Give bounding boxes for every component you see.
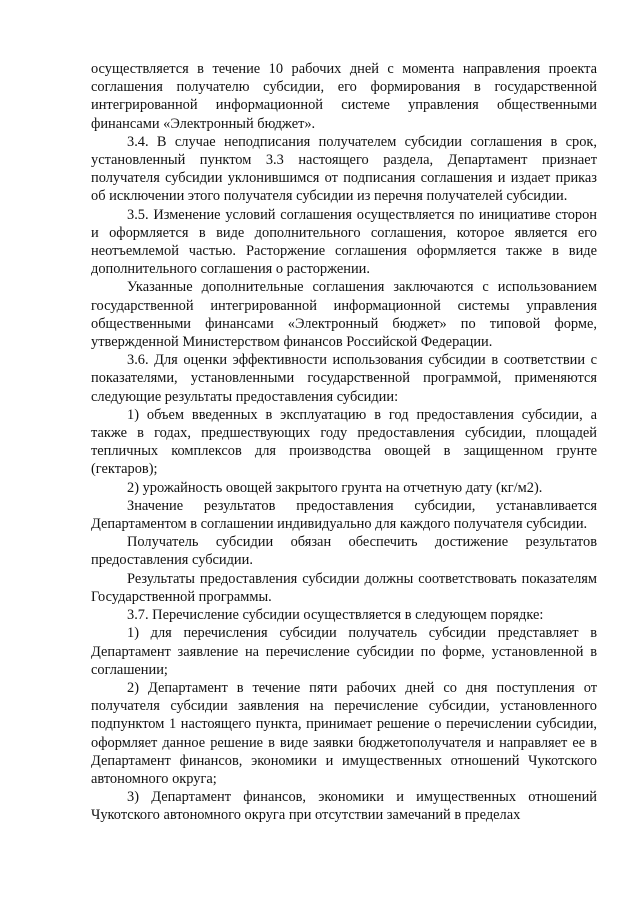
paragraph-3-7: 3.7. Перечисление субсидии осуществляется в следующем порядке: [127,607,544,624]
paragraph-recipient-obligation: Получатель субсидии обязан обеспечить достижение результатов предоставления субсидии. [91,534,597,569]
list-item-2-yield: 2) урожайность овощей закрытого грунта на отчетную дату (кг/м2). [127,479,543,496]
list-item-1-application: 1) для перечисления субсидии получатель субсидии представляет в Департамент заявление на перечисление субсидии по форме, установленной в соглашении; [91,625,597,678]
list-item-3-finance-department: 3) Департамент финансов, экономики и имущественных отношений Чукотского автономного округа при отсутствии замечаний в пределах [91,789,597,824]
paragraph-3-4: 3.4. В случае неподписания получателем субсидии соглашения в срок, установленный пунктом 3.3 настоящего раздела, Департамент признает получателя субсидии уклонившимся от подписания соглашения и издает приказ об исключении этого получателя субсидии из перечня получателей субсидии. [91,133,597,205]
list-item-1-area: 1) объем введенных в эксплуатацию в год предоставления субсидии, а также в годах, предшествующих году предоставления субсидии, площадей тепличных комплексов для производства овощей в защищенном грунте (гектаров); [91,406,597,478]
paragraph-results-correspond: Результаты предоставления субсидии должны соответствовать показателям Государственной программы. [91,570,597,605]
paragraph-3-5: 3.5. Изменение условий соглашения осуществляется по инициативе сторон и оформляется в виде дополнительного соглашения, которое является его неотъемлемой частью. Расторжение соглашения оформляется также в виде дополнительного соглашения о расторжении. [91,206,597,278]
document-body [91,60,597,825]
list-item-2-department-decision: 2) Департамент в течение пяти рабочих дней со дня поступления от получателя субсидии заявления на перечисление субсидии, установленного подпунктом 1 настоящего пункта, принимает решение о перечислении субсидии, оформляет данное решение в виде заявки бюджетополучателя и направляет ее в Департамент финансов, экономики и имущественных отношений Чукотского автономного округа; [91,679,597,787]
paragraph-3-6: 3.6. Для оценки эффективности использования субсидии в соответствии с показателями, установленными государственной программой, применяются следующие результаты предоставления субсидии: [91,352,597,405]
paragraph-additional-agreements: Указанные дополнительные соглашения заключаются с использованием государственной интегрированной информационной системы управления общественными финансами «Электронный бюджет» по типовой форме, утвержденной Министерством финансов Российской Федерации. [91,279,597,351]
paragraph-result-value: Значение результатов предоставления субсидии, устанавливается Департаментом в соглашении индивидуально для каждого получателя субсидии. [91,497,597,533]
paragraph-continuation: осуществляется в течение 10 рабочих дней с момента направления проекта соглашения получателю субсидии, его формирования в государственной интегрированной информационной системе управления общественными финансами «Электронный бюджет». [91,61,597,132]
